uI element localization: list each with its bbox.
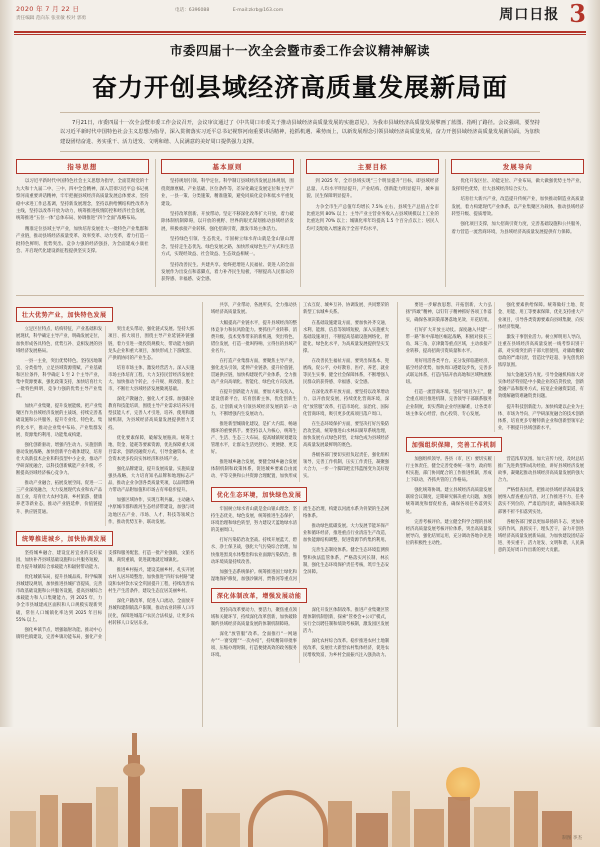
key-point-body-3 [451, 178, 584, 239]
paragraph: 立足区位特点、结构特征，产业基础和发展现状，科学确定主导产业，明确发展定位，加快形成各具特色、优势互补、竞相发展的县域经济发展格局。 [16, 327, 103, 354]
building [392, 791, 410, 847]
section-heading: 加强组织保障，完善工作机制 [406, 437, 503, 452]
building [414, 809, 444, 847]
building [150, 807, 178, 847]
paragraph: 优化城镇布局，提升县城品质。科学编制县城建设规划，加快推进县城扩容提质，完善市政基础设施和公共服务设施，提高县城综合承载能力和人口集聚能力。到 2025 年，力争全市县城建成区面积和人口规模实现新突破，常住人口城镇化率达到 2025 年目标 55% 以上。 [16, 575, 103, 623]
paragraph: 要进一步解放思想、开拓创新，大力弘扬“四敢”精神，以钉钉子精神抓好各项工作落实，确保各项决策部署落地见效、开花结果。 [405, 303, 492, 323]
paragraph: 用好用活各类平台。充分发挥临港经济、临空经济优势，加快周口港建设步伐，完善多式联运体系，打造内陆开放高地和区域物流枢纽。 [405, 358, 492, 386]
sun-icon [446, 767, 480, 801]
article-body [16, 302, 584, 747]
building [514, 791, 538, 847]
paragraph: 在生态环境保护方面，要坚决打好污染防治攻坚战，统筹推进山水林田湖草系统治理，加快发展方式绿色转型，让绿色成为县域经济高质量发展最鲜明的底色。 [302, 421, 390, 449]
paragraph: 强化品牌建设，提升发展质量。实施质量强县战略，大力培育知名品牌和地理标志产品，推动企业争创各类质量奖项，以品牌影响力带动产品附加值和市场占有率稳步提升。 [108, 467, 195, 494]
paragraph: 坚持城乡融合、建设宜居宜业的美好家园，加快补齐县域基础设施和公共服务短板，着力提升城镇综合承载能力和辐射带动能力。 [16, 550, 103, 570]
paragraph: 打造一流营商环境。坚持“项目为王”，健全重点项目推进机制，完善领导干部联系服务企业制度，切实帮助企业纾困解难，让各类市场主体安心经营、放心投资、专心发展。 [405, 390, 492, 417]
illustration-caption: 制图 李杰 [562, 836, 582, 841]
section-heading: 优化生态环境，加快绿色发展 [211, 487, 308, 502]
paragraph: 深化产教融合，强化人才支撑。加强职业教育和技能培训，围绕主导产业需求培养实用型技能人才，完善人才引进、培养、使用和激励机制，为县域经济高质量发展提供智力支持。 [108, 397, 195, 431]
paragraph: 深化“放管服”改革。全面推行“一网通办”“一窗受理”“一次办结”，持续精简审批事项、压缩办理时限，打造便捷高效的政务服务环境。 [210, 632, 297, 659]
section-body [16, 550, 194, 641]
article-column-0 [16, 302, 194, 747]
paragraph: 加快产业集聚，提升发展能级。把产业集聚区作为县域经济发展的主战场，持续完善基础设施和公共服务，提升专业化、特色化、集约化水平，推动企业集中布局、产业集群发展、资源集约利用、功能集成构建。 [16, 404, 103, 438]
key-point-column-2 [306, 159, 439, 287]
paragraph: 加强区域协作，实现互利共赢。主动融入中原城市群和淮河生态经济带建设，加强与周边地区在产业、市场、人才、科技等领域合作，推动优势互补、联动发展。 [108, 498, 195, 525]
key-point-column-3 [451, 159, 584, 287]
paragraph: 坚持绿色引领、生态优先。牢固树立绿水青山就是金山银山理念，坚持走生态优先、绿色发展之路，加快形成绿色生产方式和生活方式，实现经效益、社会效益、生态效益相统一。 [161, 237, 294, 258]
paragraph: 大幅提高产业链水平，提升县域经济的整体竞争力和抗风险能力。要抓住产业转移、消费升级、技术变革带来的新机遇，突出特色、错位发展，打造一批叫得响、立得住的县域产业名片。 [210, 320, 297, 354]
column-divider [445, 159, 446, 287]
paragraph: 在打造产业集群方面，要聚焦主导产业，强化龙头引领，延伸产业链条、提升价值链、贯通供应链，加快构建现代产业体系，全力推动产业向高端化、智能化、绿色化方向发展。 [210, 358, 297, 386]
key-point-body-1 [161, 178, 294, 286]
masthead-rule-thin [14, 34, 586, 35]
article-column-2 [406, 302, 584, 747]
building [96, 787, 118, 847]
skyline-illustration [0, 727, 600, 847]
paragraph: 打好扩大开放主动仗。深度融入共建“一带一路”和中部地区崛起战略，积极对接长三角、珠三角、京津冀等重点区域，主动承接产业转移，提高招商引资质量和水平。 [405, 327, 492, 354]
section-body [406, 456, 584, 554]
building [182, 789, 202, 847]
paragraph: 深化农村综合改革。稳步推进农村土地制度改革，发展壮大新型农村集体经济，促进农民增收致富，为乡村全面振兴注入强劲动力。 [302, 639, 390, 659]
building [206, 813, 240, 847]
key-points-row [16, 159, 584, 287]
paragraph: 培育壮大新兴产业，改造提升传统产业，加快推动制造业高质量发展，着力构建现代产业体系，以产业集聚区为载体，推动县域经济转型升级、提质增效。 [451, 197, 585, 218]
paragraph: 加强组织领导。各县（市、区）要切实履行主体责任，健全完善党委统一领导、政府组织实施、部门协同配合的工作推进机制，形成上下联动、齐抓共管的工作格局。 [405, 456, 492, 484]
paragraph: 精准定位县域主导产业，加快培育发展壮大一批特色产业集群和产业链，推动县域经济质量变革、效率变革、动力变革，着力打造一批特色鲜明、优势突出、竞争力强的经济强县，为全面建成小康社会、开启现代化建设新征程提供坚实支撑。 [16, 226, 149, 255]
paragraph: 牢固树立绿水青山就是金山银山理念，坚持生态优先、绿色发展，统筹推进生态保护、环境治理和绿色转型，努力建设天蓝地绿水清的美丽周口。 [210, 506, 297, 534]
section-heading: 统筹推进城乡，加快协调发展 [16, 531, 113, 546]
paragraph: 深化户籍改革，促进人口流动。全面放开县城和建制镇落户限制，推动农业转移人口市民化，保障进城落户农民合法权益，让更多农村转移人口安居乐业。 [108, 599, 195, 626]
column-divider [397, 302, 398, 747]
key-point-label-3: 发展导向 [451, 159, 584, 174]
masthead-rule [14, 31, 586, 33]
paragraph: 强化项目支撑，加大招商引资力度，完善基础设施和公共服务，着力营造一流营商环境，为县域经济高质量发展提供有力保障。 [451, 222, 585, 235]
paragraph: 坚持改革创新、开放带动。坚定不移深化改革扩大开放，着力破除体制机制障碍，以开放的视野、世界的眼光谋划推动县域经济发展，积极承接产业转移，强化招商引资，激发市场主体活力。 [161, 212, 294, 232]
article-column-1 [211, 302, 389, 747]
paragraph: 加强生态系统保护。统筹推进国土绿化和湿地保护修复，加强沙颍河、贾鲁河等重点河流生态治理，构建以河流水系为骨架的生态网络体系。 [210, 506, 390, 582]
paragraph: 力争全市生产总值年均增长 7.5% 左右，县域生产总值占全市比重达到 80% 以上；主导产业主营业务收入占县域规模以上工业的比重达到 70% 以上；城镇化率年均提高 1.5 个百分点以上；居民人均可支配收入增速高于全省平均水平。 [306, 204, 439, 232]
paragraph: 深化开发区体制改革。推进产业集聚区管理体制机制创新，探索“管委会+公司”模式，实行全员聘任制和绩效考核制，激发园区发展活力。 [302, 607, 390, 635]
paragraph: 营造浓厚氛围。加大宣传力度，及时总结推广先进典型和成功经验，讲好县域经济发展故事，凝聚起推动县域经济高质量发展的强大合力。 [497, 456, 584, 484]
column-divider [155, 159, 156, 287]
building [474, 807, 510, 847]
paragraph: 优化要素保障，破解发展瓶颈。统筹土地、资金、能耗等要素资源，优先保障重大项目需求，创新投融资方式，引导金融资本、社会资本更多投向实体经济和县域产业。 [108, 435, 195, 462]
section-body [211, 607, 389, 663]
column-divider [300, 159, 301, 287]
paragraph: 强化要素供给保障。统筹做好土地、资金、用能、用工等要素保障，优先支持重大产业项目，引导各类资源要素向县域集聚、向实体经济集聚。 [497, 303, 584, 330]
masthead-right [499, 2, 586, 26]
tv-tower [128, 755, 140, 847]
paragraph: 一县一主业，突出优势特色。坚持因地制宜、分类指导，立足县域资源禀赋、产业基础和区位条件，科学确定 1 至 2 个主导产业，集中资源要素，强化政策支持，加快培育壮大一批特色鲜明、竞争力强的优势主导产业集群。 [16, 358, 103, 400]
key-point-column-0 [16, 159, 149, 287]
section-body [16, 326, 194, 525]
paragraph: 坚持向改革要动力、要活力，聚焦重点领域和关键环节，持续深化改革创新，加快破除制约县域经济高质量发展的体制机制障碍。 [210, 607, 297, 628]
paragraph: 以习近平新时代中国特色社会主义思想为指导，全面贯彻党的十九大和十九届二中、三中、四中全会精神，深入贯彻习近平总书记视察河南重要讲话精神，牢牢把握县域经济高质量发展总体要求，坚持稳中求进工作总基调，坚持新发展理念，坚持以供给侧结构性改革为主线，坚持以改革开放为动力，统筹推进疫情防控和经济社会发展，统筹推进“五位一体”总体布局、协调推进“四个全面”战略布局。 [16, 179, 149, 222]
masthead-phone: 电话：6396088 [175, 8, 210, 13]
building [62, 803, 92, 847]
paragraph: 提升科技创新能力。加快构建以企业为主体、市场为导向、产学研深度融合的技术创新体系，培育更多专精特新企业和创新型领军企业，不断提升县域创新水平。 [497, 404, 584, 431]
masthead-left [16, 5, 86, 23]
paragraph: 推进城乡融合发展，要健全城乡融合发展体制机制和政策体系，促进城乡要素自由流动、平等交换和公共资源合理配置，加快形成工农互促、城乡互补、协调发展、共同繁荣的新型工农城乡关系。 [210, 303, 390, 480]
paper-name: 周口日报 [499, 7, 560, 23]
paragraph: 各级各部门要切实担负起责任，强化组织领导，完善工作机制，压实工作责任，凝聚强大合力，一步一个脚印把宏伟蓝图变为美好现实。 [302, 453, 390, 480]
building [10, 811, 36, 847]
page-number: 3 [569, 0, 586, 28]
lede-text: 7月21日，市委四届十一次全会暨市委工作会议召开，会议审议通过了《中共周口市委关于推动县域经济高质量发展的实施意见》，为我市县域经济高质量发展擘画了蓝图、指明了路径。会议强调，要坚持以习近平新时代中国特色社会主义思想为指导，深入贯彻落实习近平总书记视察河南重要讲话精神，抢抓机遇、乘势而上，以新发展理念引领县域经济高质量发展，奋力开创县域经济高质量发展新局面，为加快建设团结奋进、务实重干、活力迸发、文明和谐、人民满意的美好周口提供强力支撑。 [60, 119, 540, 145]
masthead [0, 0, 600, 30]
paragraph: 加大金融支持力度。引导金融机构加大对实体经济特别是中小微企业的信贷投放，创新金融产品和服务方式，拓宽企业融资渠道，有效缓解融资难融资贵问题。 [497, 373, 584, 400]
masthead-contact [175, 7, 305, 14]
page-edge-left [0, 0, 14, 847]
page-edge-right [586, 0, 600, 847]
lede-paragraph [60, 112, 540, 153]
paragraph: 严格督查问责。把推动县域经济高质量发展纳入督查重点内容，对工作推进不力、任务落实不到位的，严肃追责问责，确保各项决策部署不折不扣落到实处。 [497, 488, 584, 515]
building [328, 801, 352, 847]
paragraph: 各级各部门要以更加昂扬的斗志、更加务实的作风，真抓实干、埋头苦干，奋力开创县域经济高质量发展新局面，为加快建设团结奋进、务实重干、活力迸发、文明和谐、人民满意的美好周口作出新的更大贡献。 [497, 519, 584, 554]
paragraph: 完善生态制度体系。健全生态环境监测预警和执法监管体系，严格落实河长制、林长制，强化生态环境保护责任考核，筑牢生态安全屏障。 [302, 548, 390, 575]
masthead-email: E-mail:zkrb@163.com [232, 8, 284, 13]
section-divider [16, 295, 584, 296]
key-point-body-2 [306, 178, 439, 236]
paragraph: 共享，产业带动、各展所长，全力推动县域经济高质量发展。 [210, 303, 297, 316]
building [40, 795, 58, 847]
publication-date: 2020 年 7 月 22 日 [16, 5, 80, 13]
paragraph: 突出龙头带动，强化链式发展。坚持大抓项目、抓大项目，围绕主导产业延链补链强链，着力引进一批投资规模大、带动能力强的龙头企业和重大项目，加快形成上下游配套、产供销协同的产业生态。 [108, 327, 195, 361]
building [542, 811, 572, 847]
section-body [211, 506, 389, 583]
section-heading: 壮大优势产业，加快特色发展 [16, 307, 113, 322]
paragraph: 在提升创新能力方面，要加大研发投入，建设创新平台，培育创新主体，优化创新生态，让创新成为引领县域经济发展的第一动力，不断增强内生发展动力。 [210, 390, 297, 417]
paragraph: 到 2025 年，全市县域实现“三个明显提升”目标，即县域经济总量、人均水平明显提升，产业结构、创新能力明显提升，城乡面貌、民生保障明显提升。 [306, 179, 439, 200]
paragraph: 优化开发区位、功能定位、产业布局，做大做强优势主导产业，发挥特色优势，壮大县域经济综合实力。 [451, 179, 585, 192]
paragraph: 坚持改善民生、共建共享。始终把增进人民福祉、促进人的全面发展作为出发点和落脚点，着力补齐民生短板，不断提高人民群众的获得感、幸福感、安全感。 [161, 262, 294, 283]
key-point-body-0 [16, 178, 149, 258]
paragraph: 推动产业融合，拓展发展空间。促进一二三产业深度融合，大力发展现代农业和农产品加工业，培育壮大农村电商、乡村旅游、健康养老等新业态，推动产业链延伸、价值链提升、供应链贯通。 [16, 481, 103, 515]
masthead-credits: 责任编辑 范向东 张亚敏 校对 郭勇 [16, 16, 87, 21]
column-divider [202, 302, 203, 747]
paragraph: 激发干事创业活力。树立鲜明用人导向，注重在县域经济高质量发展一线考察识别干部，对实绩突出的干部大胆使用，对庸政懒政怠政的严肃问责，营造比学赶超、争先创优的浓厚氛围。 [497, 334, 584, 369]
paragraph: 培育市场主体，激发经营活力。深入实施市场主体培育工程，大力支持民营经济发展壮大，加快推动个转企、小升规、规改股、股上市，不断壮大县域经济发展微观基础。 [108, 365, 195, 393]
arch-monument [248, 790, 328, 847]
key-point-label-1: 基本原则 [161, 159, 294, 174]
paragraph: 完善考核评价。建立健全科学合理的县域经济高质量发展考核评价体系，突出高质量发展导向，强化结果运用，充分调动各地争先进位的积极性主动性。 [405, 519, 492, 546]
headline-kicker: 市委四届十一次全会暨市委工作会议精神解读 [169, 42, 430, 58]
paragraph: 打好污染防治攻坚战。持续开展蓝天、碧水、净土保卫战，强化大气污染综合治理，加快推进黑臭水体整治和农业面源污染防治，推动环境质量持续改善。 [210, 538, 297, 565]
key-point-column-1 [161, 159, 294, 287]
section-body [211, 302, 389, 482]
key-point-label-2: 主要目标 [306, 159, 439, 174]
paragraph: 强化创新驱动，增强内生动力。实施创新驱动发展战略，加快创新平台载体建设，培育壮大高新技术企业和科技型中小企业，推动产学研深度融合，以科技创新赋能产业升级，不断提高县域经济核心竞争力。 [16, 442, 103, 477]
paragraph: 在改善民生福祉方面，要突出保基本、兜底线、促公平，办好教育、医疗、养老、就业等民生实事，健全社会保障体系，不断增强人民群众的获得感、幸福感、安全感。 [302, 358, 390, 386]
paragraph: 强化乡镇节点，增强辐射功能。推动中心镇特色镇建设，完善乡镇功能布局，强化产业支撑和服务配套，打造一批产业强镇、文旅名镇、商贸重镇，促进就地就近城镇化。 [16, 550, 195, 640]
section-heading: 深化体制改革，增强发展动能 [211, 588, 308, 603]
paragraph: 推进乡村振兴，建设美丽乡村。扎实开展农村人居环境整治，加快推进“四好农村路”建设和农村饮水安全巩固提升工程，持续改善农村生产生活条件，建设生态宜居美丽乡村。 [108, 567, 195, 595]
paragraph: 在基础设施建设方面，要加快补齐交通、水利、能源、信息等领域短板，深入实施重大基础设施项目，不断提高基础设施网络化、智能化、绿色化水平，为高质量发展提供坚实支撑。 [302, 320, 390, 354]
paragraph: 坚持规划引领、科学定位。科学制订县域经济发展总体规划，围绕资源禀赋、产业基础、区位条件等，差异化确定发展定位和主导产业，一县一策、分类施策、精准施策，避免同质化竞争和低水平重复建设。 [161, 179, 294, 207]
page-title: 奋力开创县域经济高质量发展新局面 [91, 72, 508, 102]
section-body [406, 302, 584, 432]
paragraph: 推动绿色低碳发展。大力发展节能环保产业和循环经济，推进重点行业清洁生产改造，加快能源结构调整，促进资源节约集约利用。 [302, 524, 390, 544]
key-point-label-0: 指导思想 [16, 159, 149, 174]
paragraph: 推进新型城镇化建设，是扩大内需、畅通循环的重要抓手。要坚持以人为核心，统筹生产、生活、生态三大布局，提高城镇规划建设管理水平，让群众生活更舒心、更便捷、更美好。 [210, 421, 297, 456]
paragraph: 强化统筹协调。建立县域经济高质量发展联席会议制度，定期研究解决重大问题，加强统筹调度和督促检查，确保各项任务落到实处。 [405, 488, 492, 515]
building [356, 813, 388, 847]
building [448, 797, 470, 847]
paragraph: 在深化改革开放方面，要坚持以改革增动力、以开放促发展，持续优化营商环境，深化“放管服”改革，打造市场化、法治化、国际化营商环境，吸引更多优质项目落户周口。 [302, 390, 390, 417]
